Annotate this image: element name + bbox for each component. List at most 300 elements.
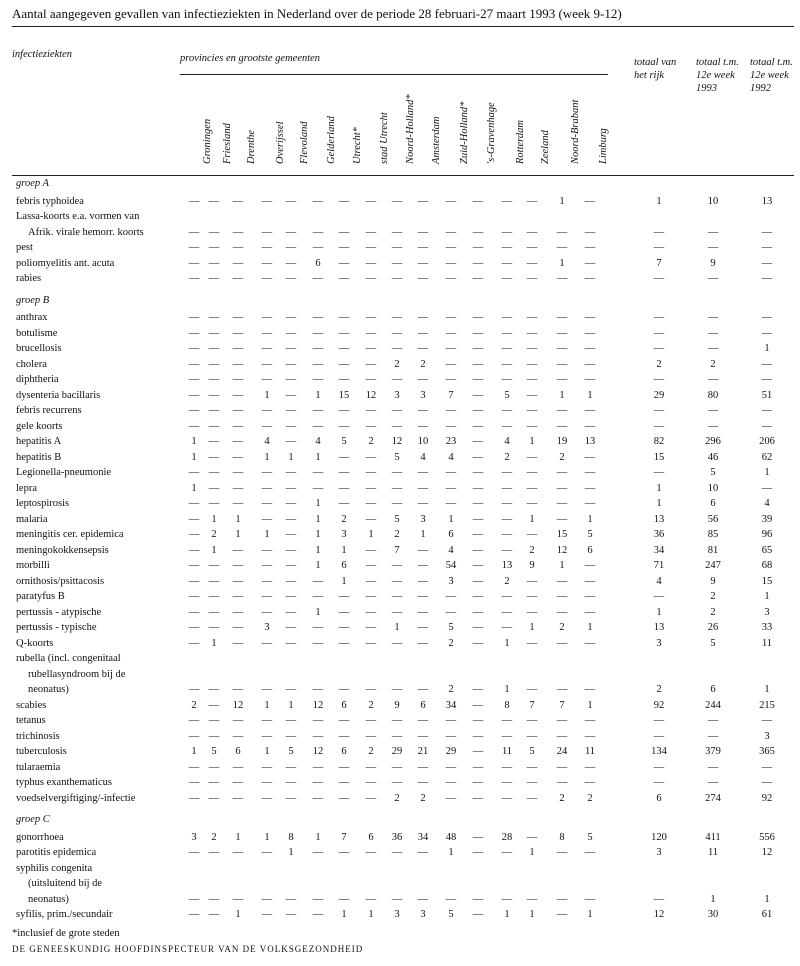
total-cell: 247 bbox=[705, 560, 721, 571]
table-cell: — bbox=[501, 467, 513, 478]
total-cell: 62 bbox=[761, 451, 773, 463]
table-cell: — bbox=[501, 529, 513, 540]
table-cell: — bbox=[417, 343, 429, 354]
total-rijk-header: totaal van het rijk bbox=[634, 57, 677, 81]
table-cell: — bbox=[285, 405, 297, 416]
table-cell: 1 bbox=[587, 389, 593, 401]
table-cell: 1 bbox=[264, 389, 270, 401]
column-header-label: Rotterdam bbox=[515, 120, 526, 164]
total-cell: 33 bbox=[761, 622, 773, 633]
total-cell: 10 bbox=[707, 195, 719, 207]
total-cell: 2 bbox=[710, 606, 716, 618]
table-cell: 2 bbox=[394, 792, 400, 804]
table-cell: 1 bbox=[211, 637, 217, 649]
table-cell: — bbox=[501, 761, 513, 773]
table-cell: — bbox=[232, 436, 244, 447]
table-cell: 6 bbox=[341, 699, 347, 711]
table-cell: — bbox=[556, 420, 568, 432]
total-cell: — bbox=[653, 777, 665, 788]
table-cell: — bbox=[285, 637, 297, 649]
total-cell: 13 bbox=[761, 195, 773, 207]
table-cell: — bbox=[417, 761, 429, 773]
table-cell: — bbox=[584, 343, 596, 354]
table-cell: — bbox=[445, 327, 457, 339]
table-cell: — bbox=[556, 405, 568, 416]
table-cell: — bbox=[584, 420, 596, 432]
total-cell: 82 bbox=[653, 436, 665, 447]
table-cell: 21 bbox=[417, 746, 429, 757]
table-cell: 2 bbox=[504, 575, 510, 587]
table-cell: — bbox=[501, 242, 513, 253]
table-cell: — bbox=[391, 374, 403, 385]
table-cell: — bbox=[261, 761, 273, 773]
table-cell: 3 bbox=[420, 909, 426, 920]
table-cell: — bbox=[472, 831, 484, 843]
table-cell: — bbox=[285, 374, 297, 385]
table-cell: 1 bbox=[394, 622, 400, 633]
table-row bbox=[0, 791, 800, 806]
table-cell: — bbox=[232, 420, 244, 432]
disease-name: cholera bbox=[16, 358, 47, 370]
table-cell: — bbox=[188, 777, 200, 788]
total-cell: — bbox=[707, 777, 719, 788]
table-cell: — bbox=[188, 761, 200, 773]
table-cell: — bbox=[188, 343, 200, 354]
total-cell: 12 bbox=[761, 847, 773, 858]
table-cell: — bbox=[208, 498, 220, 509]
total-cell: 379 bbox=[705, 746, 721, 757]
table-cell: — bbox=[312, 312, 324, 323]
table-cell: — bbox=[526, 226, 538, 238]
table-cell: 12 bbox=[391, 436, 403, 447]
total-cell: — bbox=[653, 467, 665, 478]
total-cell: 26 bbox=[707, 622, 719, 633]
table-cell: — bbox=[285, 273, 297, 284]
table-cell: — bbox=[584, 847, 596, 858]
table-cell: — bbox=[417, 195, 429, 207]
table-cell: 12 bbox=[232, 699, 244, 711]
table-cell: 23 bbox=[445, 436, 457, 447]
total-cell: 81 bbox=[707, 544, 719, 556]
table-cell: 7 bbox=[529, 699, 535, 711]
total-cell: 92 bbox=[653, 699, 665, 711]
table-row bbox=[0, 775, 800, 790]
table-cell: — bbox=[232, 374, 244, 385]
table-cell: 4 bbox=[315, 436, 321, 447]
table-cell: 12 bbox=[312, 699, 324, 711]
table-cell: — bbox=[584, 761, 596, 773]
table-cell: — bbox=[208, 575, 220, 587]
table-cell: — bbox=[365, 637, 377, 649]
total-cell: — bbox=[707, 761, 719, 773]
table-cell: 1 bbox=[191, 482, 197, 494]
table-row bbox=[0, 543, 800, 558]
table-cell: — bbox=[338, 343, 350, 354]
table-cell: — bbox=[365, 374, 377, 385]
table-cell: — bbox=[391, 560, 403, 571]
total-cell: 13 bbox=[653, 622, 665, 633]
table-cell: — bbox=[338, 327, 350, 339]
table-cell: — bbox=[556, 374, 568, 385]
table-cell: — bbox=[526, 312, 538, 323]
total-cell: — bbox=[761, 226, 773, 238]
total-cell: 7 bbox=[656, 257, 662, 269]
disease-name: gonorrhoea bbox=[16, 831, 64, 843]
total-1992-header: totaal t.m. 12e week 1992 bbox=[750, 57, 793, 94]
table-cell: — bbox=[232, 792, 244, 804]
table-cell: — bbox=[472, 777, 484, 788]
table-cell: — bbox=[208, 226, 220, 238]
table-cell: — bbox=[338, 358, 350, 370]
table-cell: — bbox=[391, 591, 403, 602]
table-cell: — bbox=[261, 343, 273, 354]
table-cell: — bbox=[208, 606, 220, 618]
table-cell: — bbox=[365, 482, 377, 494]
table-cell: — bbox=[285, 242, 297, 253]
table-cell: — bbox=[365, 893, 377, 905]
column-header-label: Gelderland bbox=[326, 116, 337, 164]
table-cell: — bbox=[365, 257, 377, 269]
total-cell: 1 bbox=[764, 467, 770, 478]
table-cell: — bbox=[312, 273, 324, 284]
table-cell: — bbox=[208, 684, 220, 695]
table-cell: — bbox=[312, 761, 324, 773]
table-cell: 5 bbox=[529, 746, 535, 757]
table-cell: — bbox=[338, 792, 350, 804]
table-cell: — bbox=[365, 467, 377, 478]
total-cell: — bbox=[761, 358, 773, 370]
table-cell: — bbox=[584, 730, 596, 742]
table-cell: — bbox=[188, 909, 200, 920]
total-cell: — bbox=[707, 327, 719, 339]
table-cell: — bbox=[445, 358, 457, 370]
table-cell: — bbox=[232, 343, 244, 354]
table-cell: — bbox=[188, 575, 200, 587]
table-cell: — bbox=[232, 498, 244, 509]
table-cell: 8 bbox=[559, 831, 565, 843]
table-cell: 7 bbox=[559, 699, 565, 711]
table-cell: 1 bbox=[315, 529, 321, 540]
table-cell: — bbox=[188, 467, 200, 478]
table-cell: — bbox=[584, 451, 596, 463]
table-cell: — bbox=[391, 761, 403, 773]
disease-name: neonatus) bbox=[28, 893, 69, 905]
table-cell: — bbox=[208, 195, 220, 207]
table-cell: — bbox=[556, 343, 568, 354]
table-cell: — bbox=[261, 591, 273, 602]
table-row bbox=[0, 341, 800, 356]
total-cell: 120 bbox=[651, 831, 667, 843]
table-cell: — bbox=[472, 273, 484, 284]
total-cell: 2 bbox=[710, 591, 716, 602]
table-cell: — bbox=[208, 343, 220, 354]
table-cell: — bbox=[285, 513, 297, 525]
table-cell: — bbox=[312, 467, 324, 478]
table-cell: — bbox=[188, 358, 200, 370]
table-cell: — bbox=[556, 226, 568, 238]
table-cell: — bbox=[501, 195, 513, 207]
table-cell: — bbox=[445, 715, 457, 726]
table-cell: — bbox=[338, 847, 350, 858]
table-cell: — bbox=[208, 699, 220, 711]
table-cell: — bbox=[285, 544, 297, 556]
table-cell: — bbox=[285, 591, 297, 602]
disease-name: pertussis - typische bbox=[16, 622, 97, 633]
table-cell: 2 bbox=[368, 699, 374, 711]
table-cell: — bbox=[232, 622, 244, 633]
table-cell: — bbox=[365, 405, 377, 416]
table-cell: — bbox=[417, 622, 429, 633]
table-cell: — bbox=[445, 482, 457, 494]
table-cell: — bbox=[472, 575, 484, 587]
table-cell: — bbox=[232, 312, 244, 323]
table-cell: — bbox=[285, 498, 297, 509]
total-cell: 1 bbox=[656, 195, 662, 207]
table-cell: 1 bbox=[211, 513, 217, 525]
table-cell: — bbox=[391, 847, 403, 858]
table-cell: — bbox=[526, 575, 538, 587]
table-cell: — bbox=[526, 343, 538, 354]
table-cell: — bbox=[208, 560, 220, 571]
table-cell: — bbox=[232, 195, 244, 207]
total-cell: 46 bbox=[707, 451, 719, 463]
table-cell: — bbox=[472, 909, 484, 920]
table-cell: — bbox=[391, 482, 403, 494]
disease-name: hepatitis A bbox=[16, 436, 62, 447]
total-cell: — bbox=[761, 374, 773, 385]
table-row bbox=[0, 698, 800, 713]
table-cell: — bbox=[391, 777, 403, 788]
table-cell: 2 bbox=[191, 699, 197, 711]
table-row bbox=[0, 403, 800, 418]
table-cell: — bbox=[472, 893, 484, 905]
total-cell: 2 bbox=[656, 684, 662, 695]
table-cell: 1 bbox=[191, 436, 197, 447]
table-cell: — bbox=[472, 699, 484, 711]
table-cell: — bbox=[391, 195, 403, 207]
table-cell: — bbox=[584, 195, 596, 207]
table-cell: — bbox=[584, 226, 596, 238]
total-cell: 215 bbox=[759, 699, 775, 711]
table-cell: — bbox=[338, 374, 350, 385]
table-cell: — bbox=[312, 343, 324, 354]
table-cell: — bbox=[526, 831, 538, 843]
table-cell: — bbox=[261, 358, 273, 370]
table-cell: — bbox=[208, 467, 220, 478]
table-cell: 8 bbox=[504, 699, 510, 711]
table-cell: 1 bbox=[448, 847, 454, 858]
disease-name: rubellasyndroom bij de bbox=[28, 668, 126, 680]
table-cell: 1 bbox=[587, 513, 593, 525]
table-cell: — bbox=[261, 893, 273, 905]
table-cell: — bbox=[417, 606, 429, 618]
table-cell: — bbox=[417, 847, 429, 858]
table-cell: — bbox=[501, 730, 513, 742]
table-cell: — bbox=[312, 893, 324, 905]
table-cell: 1 bbox=[529, 436, 535, 447]
total-cell: 274 bbox=[705, 792, 721, 804]
table-cell: — bbox=[472, 436, 484, 447]
table-cell: 1 bbox=[315, 544, 321, 556]
total-cell: — bbox=[707, 420, 719, 432]
table-cell: — bbox=[584, 637, 596, 649]
table-cell: — bbox=[232, 451, 244, 463]
table-cell: — bbox=[261, 374, 273, 385]
table-cell: 1 bbox=[264, 451, 270, 463]
table-cell: — bbox=[188, 257, 200, 269]
total-cell: — bbox=[653, 591, 665, 602]
table-cell: — bbox=[285, 420, 297, 432]
table-cell: — bbox=[188, 591, 200, 602]
total-cell: 56 bbox=[707, 513, 719, 525]
disease-name: tuberculosis bbox=[16, 746, 67, 757]
table-cell: — bbox=[584, 498, 596, 509]
table-cell: — bbox=[208, 358, 220, 370]
total-cell: 85 bbox=[707, 529, 719, 540]
table-cell: — bbox=[365, 273, 377, 284]
table-cell: — bbox=[584, 575, 596, 587]
table-cell: — bbox=[584, 893, 596, 905]
table-cell: — bbox=[472, 847, 484, 858]
disease-name: hepatitis B bbox=[16, 451, 62, 463]
table-cell: — bbox=[526, 498, 538, 509]
table-cell: — bbox=[417, 312, 429, 323]
table-cell: — bbox=[417, 374, 429, 385]
table-cell: — bbox=[285, 715, 297, 726]
table-cell: 3 bbox=[394, 389, 400, 401]
table-cell: — bbox=[261, 467, 273, 478]
total-cell: 1 bbox=[656, 606, 662, 618]
table-cell: 36 bbox=[391, 831, 403, 843]
total-cell: — bbox=[653, 327, 665, 339]
total-1993-header: totaal t.m. 12e week 1993 bbox=[696, 57, 739, 94]
table-row bbox=[0, 667, 800, 682]
table-cell: — bbox=[208, 622, 220, 633]
total-cell: 36 bbox=[653, 529, 665, 540]
table-cell: — bbox=[188, 622, 200, 633]
table-row bbox=[0, 326, 800, 341]
table-cell: — bbox=[526, 405, 538, 416]
table-cell: — bbox=[365, 312, 377, 323]
table-cell: — bbox=[338, 242, 350, 253]
total-cell: — bbox=[761, 327, 773, 339]
table-cell: 3 bbox=[448, 575, 454, 587]
disease-name: meningitis cer. epidemica bbox=[16, 529, 124, 540]
table-cell: — bbox=[232, 591, 244, 602]
table-cell: — bbox=[417, 420, 429, 432]
table-cell: — bbox=[445, 257, 457, 269]
table-cell: — bbox=[312, 242, 324, 253]
table-cell: — bbox=[312, 358, 324, 370]
table-cell: — bbox=[188, 226, 200, 238]
table-cell: — bbox=[365, 847, 377, 858]
table-cell: — bbox=[285, 195, 297, 207]
page-title: Aantal aangegeven gevallen van infectieziekten in Nederland over de periode 28 februari-27 maart 1993 (week 9-12) bbox=[12, 6, 622, 21]
table-cell: — bbox=[417, 273, 429, 284]
total-cell: — bbox=[707, 715, 719, 726]
table-cell: — bbox=[261, 273, 273, 284]
table-cell: 1 bbox=[504, 637, 510, 649]
table-cell: — bbox=[208, 761, 220, 773]
table-cell: — bbox=[417, 327, 429, 339]
table-cell: — bbox=[365, 327, 377, 339]
table-cell: — bbox=[261, 637, 273, 649]
provinces-header: provincies en grootste gemeenten bbox=[180, 53, 321, 64]
table-cell: — bbox=[285, 436, 297, 447]
table-cell: — bbox=[391, 273, 403, 284]
table-cell: 1 bbox=[529, 513, 535, 525]
total-cell: 3 bbox=[656, 637, 662, 649]
total-cell: 1 bbox=[710, 893, 716, 905]
table-cell: — bbox=[501, 257, 513, 269]
table-cell: 15 bbox=[556, 529, 568, 540]
disease-name: tetanus bbox=[16, 715, 46, 726]
column-header-label: Noord-Brabant bbox=[570, 99, 581, 164]
table-cell: — bbox=[338, 777, 350, 788]
table-cell: — bbox=[365, 792, 377, 804]
table-cell: 8 bbox=[288, 831, 294, 843]
disease-name: scabies bbox=[16, 699, 47, 711]
disease-name: Lassa-koorts e.a. vormen van bbox=[16, 211, 140, 222]
table-cell: — bbox=[526, 792, 538, 804]
disease-name: syphilis congenita bbox=[16, 862, 93, 874]
table-cell: — bbox=[445, 242, 457, 253]
table-cell: — bbox=[472, 195, 484, 207]
table-cell: — bbox=[391, 498, 403, 509]
table-cell: — bbox=[338, 467, 350, 478]
table-cell: — bbox=[445, 777, 457, 788]
table-cell: — bbox=[285, 358, 297, 370]
disease-name: ornithosis/psittacosis bbox=[16, 575, 105, 587]
table-cell: — bbox=[232, 482, 244, 494]
table-cell: — bbox=[208, 389, 220, 401]
table-cell: — bbox=[208, 242, 220, 253]
table-cell: — bbox=[365, 622, 377, 633]
table-cell: — bbox=[365, 226, 377, 238]
table-cell: — bbox=[261, 606, 273, 618]
table-cell: — bbox=[556, 606, 568, 618]
disease-name: rabies bbox=[16, 273, 42, 284]
total-cell: 11 bbox=[707, 847, 719, 858]
table-cell: — bbox=[261, 405, 273, 416]
table-cell: — bbox=[188, 560, 200, 571]
total-cell: 9 bbox=[710, 575, 716, 587]
disease-name: brucellosis bbox=[16, 343, 62, 354]
table-cell: 1 bbox=[288, 699, 294, 711]
table-cell: — bbox=[365, 575, 377, 587]
table-cell: — bbox=[556, 715, 568, 726]
total-cell: 1 bbox=[764, 591, 770, 602]
table-row bbox=[0, 465, 800, 480]
total-cell: 6 bbox=[656, 792, 662, 804]
table-cell: — bbox=[584, 358, 596, 370]
table-cell: — bbox=[261, 195, 273, 207]
table-cell: — bbox=[417, 498, 429, 509]
table-cell: — bbox=[584, 257, 596, 269]
table-cell: 5 bbox=[587, 831, 593, 843]
table-cell: — bbox=[285, 684, 297, 695]
table-cell: — bbox=[501, 343, 513, 354]
table-row bbox=[0, 636, 800, 651]
table-cell: — bbox=[208, 847, 220, 858]
total-cell: — bbox=[653, 312, 665, 323]
table-cell: — bbox=[338, 591, 350, 602]
table-cell: — bbox=[261, 513, 273, 525]
table-cell: 2 bbox=[368, 746, 374, 757]
table-cell: 6 bbox=[448, 529, 454, 540]
total-cell: 244 bbox=[705, 699, 721, 711]
table-cell: — bbox=[472, 761, 484, 773]
